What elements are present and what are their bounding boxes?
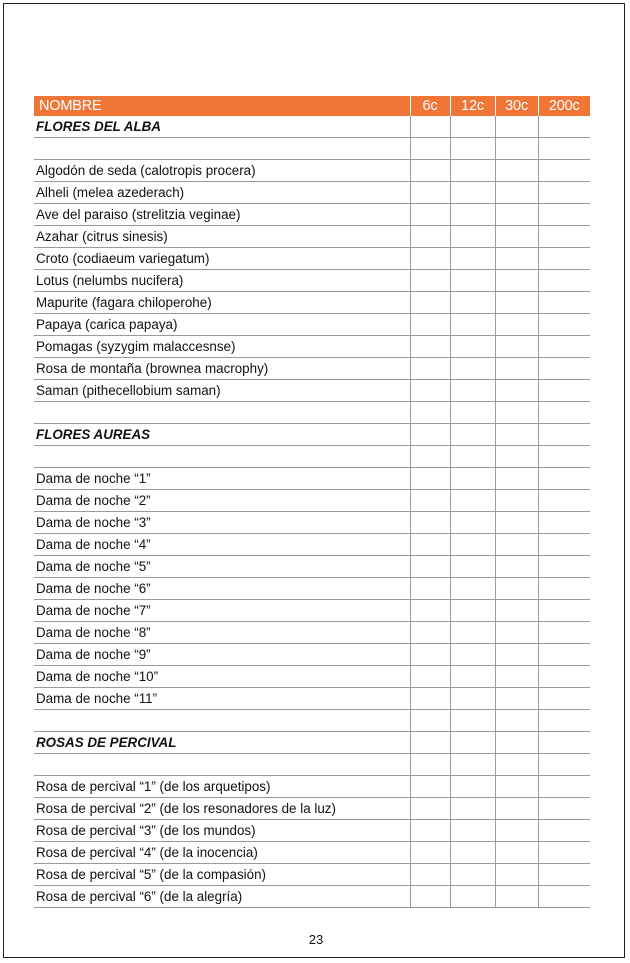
blank-row [34,710,590,732]
cell-12c[interactable] [450,622,495,644]
section-row [34,116,590,138]
cell-30c[interactable] [495,248,538,270]
cell-6c[interactable] [410,490,450,512]
cell-30c[interactable] [495,556,538,578]
cell-200c[interactable] [538,512,590,534]
cell-200c[interactable] [538,534,590,556]
cell-6c[interactable] [410,314,450,336]
cell-6c[interactable] [410,336,450,358]
cell-30c[interactable] [495,314,538,336]
cell-30c[interactable] [495,534,538,556]
cell-30c[interactable] [495,116,538,138]
section-row [34,732,590,754]
cell-6c[interactable] [410,666,450,688]
table-row [34,578,590,600]
cell-30c[interactable] [495,402,538,424]
cell-30c[interactable] [495,600,538,622]
table-row [34,688,590,710]
table-row [34,666,590,688]
remedy-name [34,402,410,424]
cell-200c[interactable] [538,842,590,864]
cell-200c[interactable] [538,732,590,754]
cell-12c[interactable] [450,842,495,864]
table-row [34,204,590,226]
remedy-name: Rosa de percival “4” (de la inocencia) [34,842,410,864]
cell-12c[interactable] [450,182,495,204]
cell-12c[interactable] [450,600,495,622]
cell-12c[interactable] [450,204,495,226]
cell-30c[interactable] [495,270,538,292]
cell-6c[interactable] [410,380,450,402]
remedy-name [34,446,410,468]
table-row [34,600,590,622]
cell-30c[interactable] [495,380,538,402]
cell-200c[interactable] [538,292,590,314]
header-30c: 30c [495,96,538,116]
cell-12c[interactable] [450,424,495,446]
cell-6c[interactable] [410,886,450,908]
cell-12c[interactable] [450,578,495,600]
cell-30c[interactable] [495,732,538,754]
table-row [34,622,590,644]
cell-200c[interactable] [538,820,590,842]
table-row [34,864,590,886]
cell-30c[interactable] [495,358,538,380]
cell-30c[interactable] [495,622,538,644]
cell-6c[interactable] [410,798,450,820]
cell-12c[interactable] [450,226,495,248]
cell-6c[interactable] [410,446,450,468]
table-row [34,314,590,336]
cell-12c[interactable] [450,864,495,886]
cell-200c[interactable] [538,248,590,270]
cell-6c[interactable] [410,204,450,226]
remedy-name: Dama de noche “4” [34,534,410,556]
table-row [34,842,590,864]
table-row [34,886,590,908]
cell-30c[interactable] [495,776,538,798]
header-6c: 6c [410,96,450,116]
cell-30c[interactable] [495,666,538,688]
cell-6c[interactable] [410,556,450,578]
cell-6c[interactable] [410,820,450,842]
table-body [34,116,590,908]
cell-6c[interactable] [410,864,450,886]
cell-200c[interactable] [538,424,590,446]
remedy-name: Alheli (melea azederach) [34,182,410,204]
cell-30c[interactable] [495,336,538,358]
cell-12c[interactable] [450,292,495,314]
remedy-name [34,138,410,160]
cell-6c[interactable] [410,402,450,424]
cell-30c[interactable] [495,710,538,732]
cell-12c[interactable] [450,886,495,908]
cell-6c[interactable] [410,644,450,666]
table-row [34,512,590,534]
cell-6c[interactable] [410,248,450,270]
remedy-name: Dama de noche “3” [34,512,410,534]
table-row [34,292,590,314]
table-row [34,534,590,556]
cell-6c[interactable] [410,292,450,314]
cell-6c[interactable] [410,622,450,644]
table-row [34,182,590,204]
cell-200c[interactable] [538,688,590,710]
cell-200c[interactable] [538,336,590,358]
cell-30c[interactable] [495,468,538,490]
remedy-name [34,710,410,732]
cell-30c[interactable] [495,138,538,160]
cell-200c[interactable] [538,578,590,600]
cell-30c[interactable] [495,798,538,820]
blank-row [34,754,590,776]
table-row [34,556,590,578]
cell-200c[interactable] [538,600,590,622]
cell-200c[interactable] [538,666,590,688]
cell-200c[interactable] [538,798,590,820]
cell-12c[interactable] [450,160,495,182]
cell-30c[interactable] [495,688,538,710]
remedy-name: Rosa de percival “1” (de los arquetipos) [34,776,410,798]
cell-30c[interactable] [495,182,538,204]
cell-200c[interactable] [538,446,590,468]
cell-12c[interactable] [450,798,495,820]
cell-6c[interactable] [410,688,450,710]
table-row [34,468,590,490]
section-title: FLORES AUREAS [34,424,410,446]
blank-row [34,138,590,160]
cell-200c[interactable] [538,116,590,138]
section-title: ROSAS DE PERCIVAL [34,732,410,754]
remedy-name: Dama de noche “10” [34,666,410,688]
table-row [34,270,590,292]
cell-12c[interactable] [450,270,495,292]
cell-6c[interactable] [410,270,450,292]
remedy-name: Rosa de percival “5” (de la compasión) [34,864,410,886]
remedy-name: Dama de noche “2” [34,490,410,512]
table-header [34,96,590,116]
cell-30c[interactable] [495,820,538,842]
cell-12c[interactable] [450,248,495,270]
cell-200c[interactable] [538,490,590,512]
cell-200c[interactable] [538,138,590,160]
cell-30c[interactable] [495,886,538,908]
cell-30c[interactable] [495,446,538,468]
remedy-name: Dama de noche “11” [34,688,410,710]
cell-12c[interactable] [450,380,495,402]
cell-200c[interactable] [538,468,590,490]
cell-12c[interactable] [450,644,495,666]
cell-200c[interactable] [538,204,590,226]
cell-30c[interactable] [495,864,538,886]
cell-12c[interactable] [450,732,495,754]
cell-200c[interactable] [538,644,590,666]
cell-12c[interactable] [450,666,495,688]
remedy-name [34,754,410,776]
cell-200c[interactable] [538,314,590,336]
header-row [34,96,590,116]
table-row [34,644,590,666]
remedy-name: Dama de noche “7” [34,600,410,622]
cell-30c[interactable] [495,160,538,182]
remedy-name: Mapurite (fagara chiloperohe) [34,292,410,314]
remedy-name: Saman (pithecellobium saman) [34,380,410,402]
cell-200c[interactable] [538,864,590,886]
blank-row [34,402,590,424]
cell-12c[interactable] [450,710,495,732]
cell-30c[interactable] [495,292,538,314]
cell-200c[interactable] [538,160,590,182]
table-row [34,358,590,380]
cell-6c[interactable] [410,424,450,446]
cell-6c[interactable] [410,182,450,204]
cell-6c[interactable] [410,710,450,732]
cell-6c[interactable] [410,226,450,248]
cell-12c[interactable] [450,358,495,380]
cell-200c[interactable] [538,226,590,248]
table-row [34,248,590,270]
cell-12c[interactable] [450,754,495,776]
cell-30c[interactable] [495,644,538,666]
table-row [34,490,590,512]
cell-200c[interactable] [538,776,590,798]
remedy-name: Rosa de percival “6” (de la alegría) [34,886,410,908]
cell-200c[interactable] [538,270,590,292]
cell-6c[interactable] [410,776,450,798]
cell-12c[interactable] [450,314,495,336]
remedy-name: Lotus (nelumbs nucifera) [34,270,410,292]
header-200c: 200c [538,96,590,116]
cell-12c[interactable] [450,336,495,358]
cell-6c[interactable] [410,138,450,160]
cell-12c[interactable] [450,468,495,490]
remedy-name: Rosa de percival “2” (de los resonadores de la luz) [34,798,410,820]
cell-6c[interactable] [410,754,450,776]
table-row [34,820,590,842]
cell-6c[interactable] [410,512,450,534]
cell-200c[interactable] [538,622,590,644]
table-row [34,336,590,358]
remedy-table [34,96,590,908]
cell-6c[interactable] [410,468,450,490]
cell-12c[interactable] [450,776,495,798]
cell-6c[interactable] [410,160,450,182]
remedy-name: Rosa de percival “3” (de los mundos) [34,820,410,842]
cell-6c[interactable] [410,732,450,754]
table-row [34,160,590,182]
cell-6c[interactable] [410,358,450,380]
table-row [34,776,590,798]
remedy-name: Dama de noche “1” [34,468,410,490]
header-12c: 12c [450,96,495,116]
table-row [34,380,590,402]
cell-30c[interactable] [495,226,538,248]
cell-6c[interactable] [410,578,450,600]
cell-200c[interactable] [538,358,590,380]
cell-12c[interactable] [450,688,495,710]
remedy-name: Papaya (carica papaya) [34,314,410,336]
cell-200c[interactable] [538,402,590,424]
remedy-name: Croto (codiaeum variegatum) [34,248,410,270]
cell-30c[interactable] [495,490,538,512]
cell-200c[interactable] [538,182,590,204]
remedy-name: Rosa de montaña (brownea macrophy) [34,358,410,380]
remedy-name: Azahar (citrus sinesis) [34,226,410,248]
header-name: NOMBRE [34,96,410,116]
cell-30c[interactable] [495,424,538,446]
cell-30c[interactable] [495,204,538,226]
cell-30c[interactable] [495,578,538,600]
remedy-name: Pomagas (syzygim malaccesnse) [34,336,410,358]
remedy-name: Dama de noche “6” [34,578,410,600]
cell-12c[interactable] [450,820,495,842]
remedy-name: Dama de noche “5” [34,556,410,578]
cell-6c[interactable] [410,600,450,622]
cell-30c[interactable] [495,512,538,534]
remedy-name: Ave del paraiso (strelitzia veginae) [34,204,410,226]
cell-12c[interactable] [450,490,495,512]
remedy-name: Algodón de seda (calotropis procera) [34,160,410,182]
cell-12c[interactable] [450,138,495,160]
cell-12c[interactable] [450,512,495,534]
remedy-name: Dama de noche “9” [34,644,410,666]
cell-200c[interactable] [538,886,590,908]
cell-12c[interactable] [450,402,495,424]
cell-12c[interactable] [450,116,495,138]
cell-12c[interactable] [450,534,495,556]
table-row [34,226,590,248]
page-number: 23 [308,932,324,947]
remedy-name: Dama de noche “8” [34,622,410,644]
page [3,3,625,958]
cell-12c[interactable] [450,446,495,468]
cell-200c[interactable] [538,754,590,776]
cell-6c[interactable] [410,534,450,556]
cell-30c[interactable] [495,842,538,864]
cell-200c[interactable] [538,556,590,578]
cell-200c[interactable] [538,710,590,732]
section-row [34,424,590,446]
table-row [34,798,590,820]
cell-6c[interactable] [410,116,450,138]
blank-row [34,446,590,468]
cell-12c[interactable] [450,556,495,578]
cell-200c[interactable] [538,380,590,402]
section-title: FLORES DEL ALBA [34,116,410,138]
cell-30c[interactable] [495,754,538,776]
cell-6c[interactable] [410,842,450,864]
